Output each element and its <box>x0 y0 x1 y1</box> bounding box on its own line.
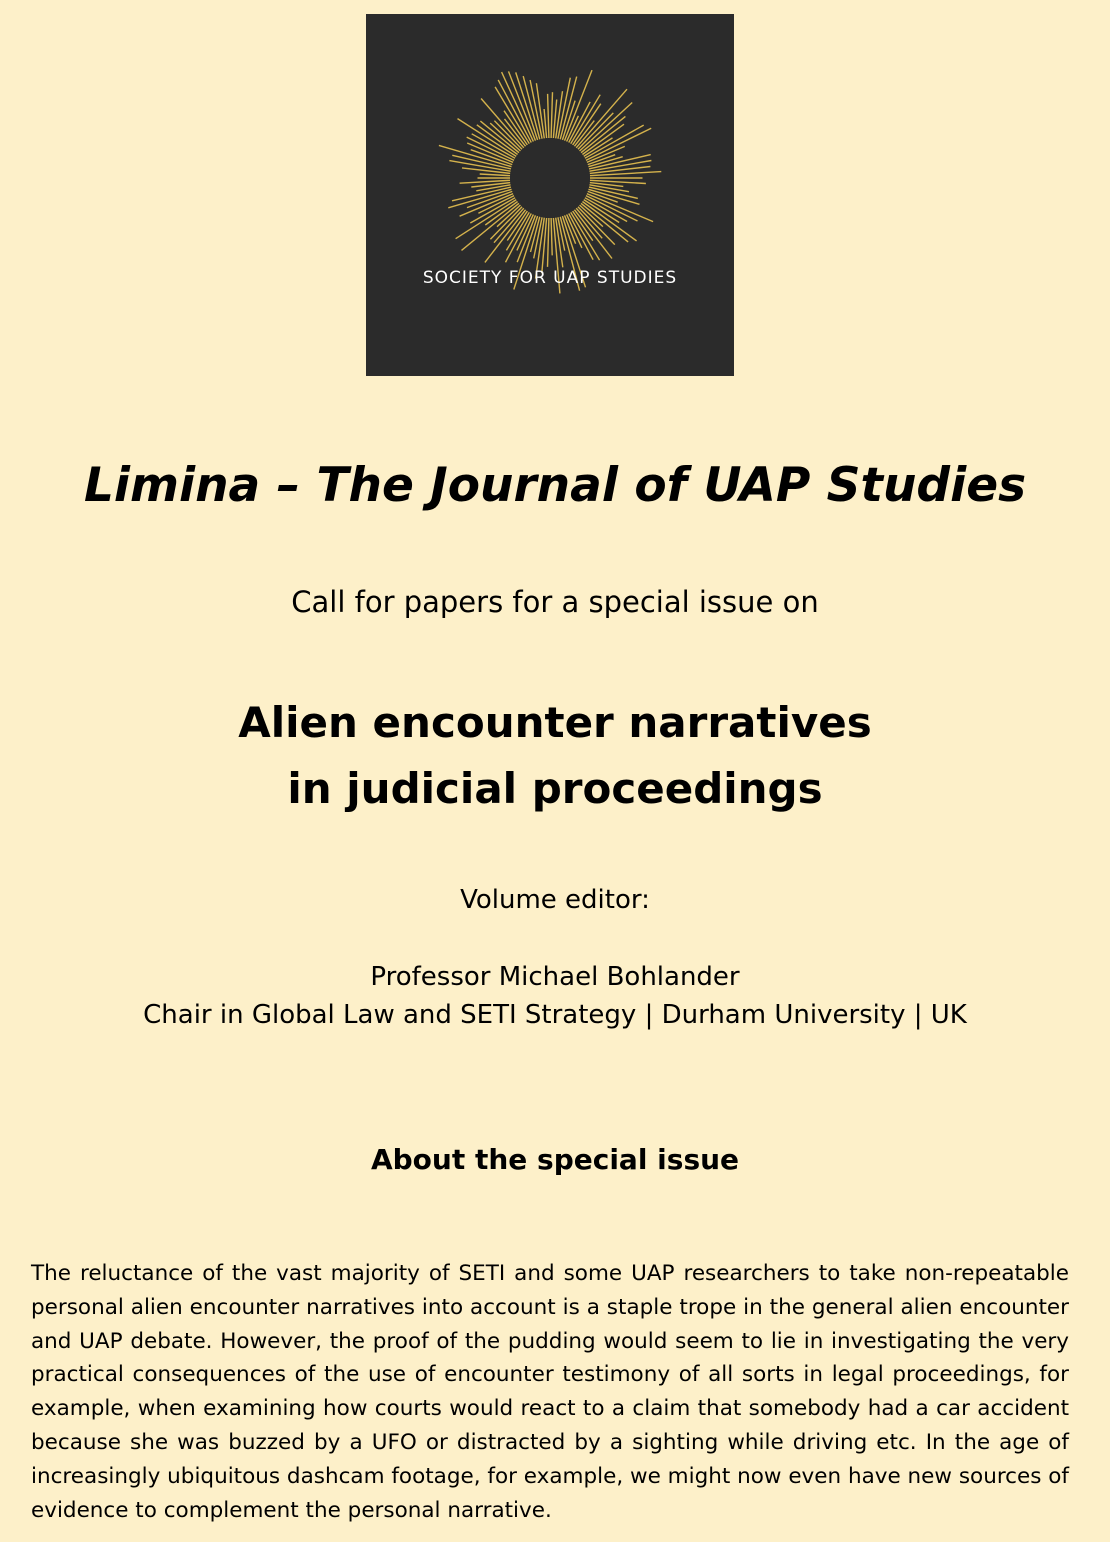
volume-editor-affiliation: Chair in Global Law and SETI Strategy | Durham University | UK <box>143 1000 967 1030</box>
volume-editor-label: Volume editor: <box>460 885 650 915</box>
sunburst-ray <box>580 103 633 152</box>
sunburst-ray <box>462 168 510 174</box>
sunburst-ray <box>439 145 512 166</box>
logo-org-name: SOCIETY FOR UAP STUDIES <box>422 268 678 288</box>
sunburst-ray <box>544 109 547 138</box>
special-issue-title <box>0 690 1110 822</box>
sunburst-ray <box>548 218 549 267</box>
sunburst-ray <box>551 92 552 138</box>
journal-title: Limina – The Journal of UAP Studies <box>83 458 1027 513</box>
call-for-papers-line: Call for papers for a special issue on <box>291 585 819 619</box>
special-issue-title-line1: Alien encounter narratives <box>238 698 872 747</box>
about-heading: About the special issue <box>370 1143 740 1176</box>
sunburst-ray <box>480 174 510 176</box>
sunburst-ray <box>460 180 511 183</box>
sunburst-ray <box>516 72 538 140</box>
sunburst-center <box>510 138 590 218</box>
special-issue-title-line2: in judicial proceedings <box>287 764 823 813</box>
sunburst-ray <box>551 218 552 255</box>
volume-editor-name: Professor Michael Bohlander <box>370 962 740 992</box>
sunburst-ray <box>548 94 549 138</box>
about-paragraph: The reluctance of the vast majority of SETI and some UAP researchers to take non-repeatable personal alien encounter narratives into account is a staple trope in the general alien encounter and UAP debate. However, the proof of the pudding would seem to lie in investigating the very practical consequences of the use of encounter testimony of all sorts in legal proceedings, for example, when examining how courts would react to a claim that somebody had a car accident because she was buzzed by a UFO or distracted by a sighting while driving etc. In the age of increasingly ubiquitous dashcam footage, for example, we might now even have new sources of evidence to complement the personal narrative. <box>31 1261 1069 1523</box>
society-logo <box>366 14 734 376</box>
sunburst-icon <box>366 14 734 376</box>
